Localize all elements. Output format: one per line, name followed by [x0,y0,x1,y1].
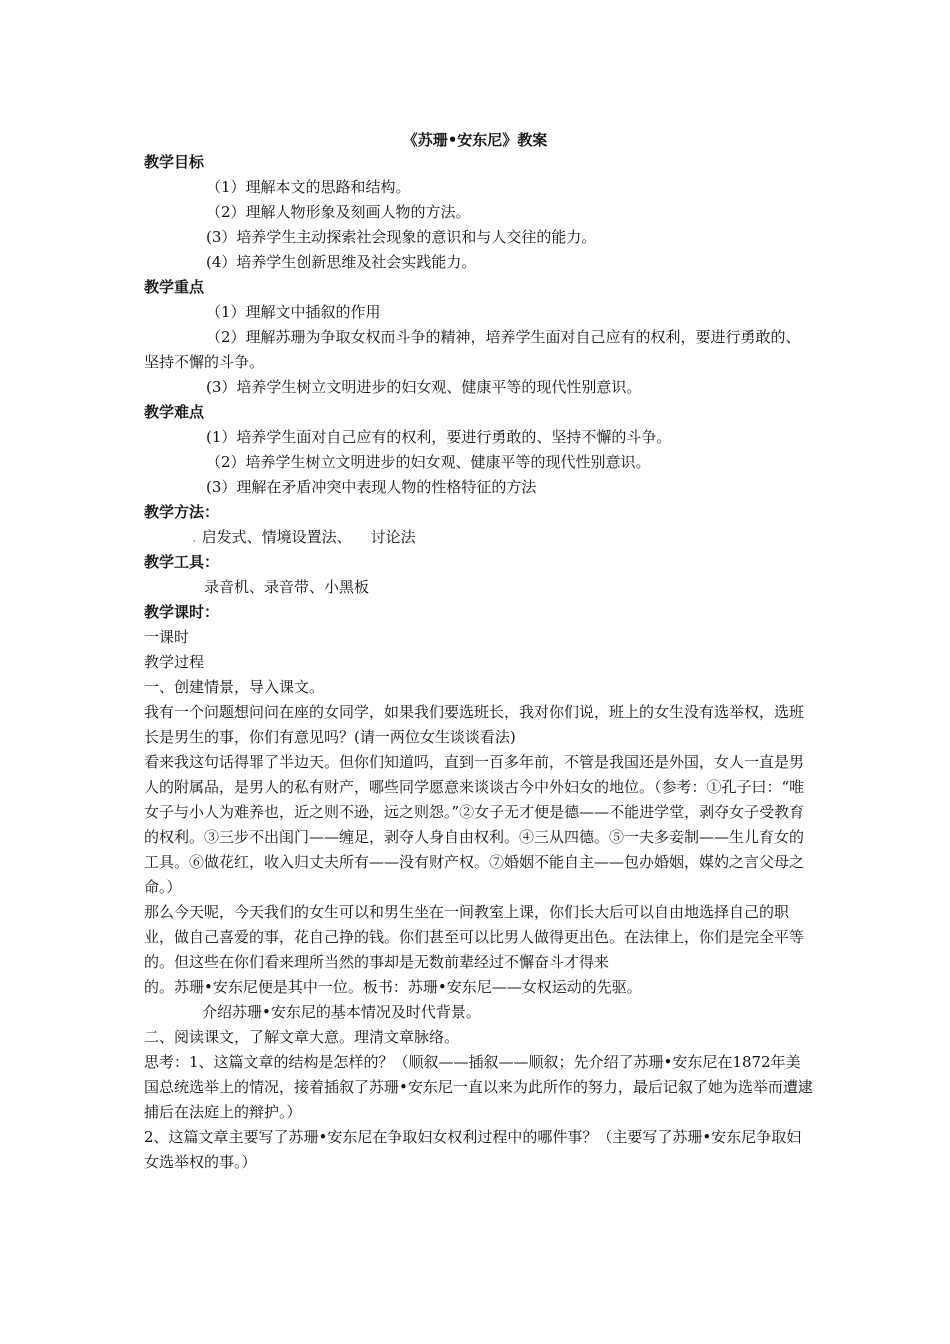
difficulty-item: (3）理解在矛盾冲突中表现人物的性格特征的方法 [206,478,537,496]
paragraph-indented: 介绍苏珊•安东尼的基本情况及时代背景。 [202,1003,481,1021]
question-2: 2、这篇文章主要写了苏珊•安东尼在争取妇女权利过程中的哪件事？（主要写了苏珊•安东尼争取妇女选举权的事。） [144,1128,802,1171]
paragraph: 那么今天呢，今天我们的女生可以和男生坐在一间教室上课，你们长大后可以自由地选择自己的职业，做自己喜爱的事，花自己挣的钱。你们甚至可以比男人做得更出色。在法律上，你们是完全平等的。但这些在你们看来理所当然的事却是无数前辈经过不懈奋斗才得来 [144,903,805,971]
methods-value: 启发式、情境设置法、 讨论法 [201,528,416,546]
hours-text: 一课时 [144,628,190,646]
paragraph: 的。苏珊•安东尼便是其中一位。板书：苏珊•安东尼——女权运动的先驱。 [144,978,642,996]
document-title: 《苏珊•安东尼》教案 [402,131,548,149]
bullet-dot-icon: . [192,528,197,546]
heading-hours: 教学课时： [144,603,220,621]
goal-item: （2）理解人物形象及刻画人物的方法。 [206,203,471,221]
difficulty-item: (1）培养学生面对自己应有的权利，要进行勇敢的、坚持不懈的斗争。 [206,428,672,446]
heading-difficulties: 教学难点 [144,403,205,421]
heading-teaching-goals: 教学目标 [144,153,205,171]
process-step-2: 二、阅读课文，了解文章大意。理清文章脉络。 [144,1028,460,1046]
document-body [144,150,814,1175]
process-step-1: 一、创建情景，导入课文。 [144,678,325,696]
paragraph: 看来我这句话得罪了半边天。但你们知道吗，直到一百多年前，不管是我国还是外国，女人一直是男人的附属品，是男人的私有财产，哪些同学愿意来谈谈古今中外妇女的地位。（参考：①孔子曰：“唯女子与小人为难养也，近之则不逊，远之则怨。”②女子无才便是德——不能进学堂，剥夺女子受教育的权利。③三步不出闺门——缠足，剥夺人身自由权利。④三从四德。⑤一夫多妾制——生儿育女的工具。⑥做花红，收入归丈夫所有——没有财产权。⑦婚姻不能自主——包办婚姻，媒妁之言父母之命。） [144,753,805,896]
difficulty-item: （2）培养学生树立文明进步的妇女观、健康平等的现代性别意识。 [206,453,651,471]
tools-text: 录音机、录音带、小黑板 [204,578,370,596]
key-point-item: （2）理解苏珊为争取女权而斗争的精神，培养学生面对自己应有的权利，要进行勇敢的、坚持不懈的斗争。 [144,328,801,371]
heading-process: 教学过程 [144,653,205,671]
goal-item: （1）理解本文的思路和结构。 [206,178,411,196]
question-1: 思考：1、这篇文章的结构是怎样的？（顺叙——插叙——顺叙；先介绍了苏珊•安东尼在1872年美国总统选举上的情况，接着插叙了苏珊•安东尼一直以来为此所作的努力，最后记叙了她为选举而遭逮捕后在法庭上的辩护。） [144,1053,813,1121]
heading-tools: 教学工具： [144,553,220,571]
key-point-item: （1）理解文中插叙的作用 [206,303,381,321]
heading-methods: 教学方法： [144,503,220,521]
paragraph: 我有一个问题想问问在座的女同学，如果我们要选班长，我对你们说，班上的女生没有选举权，选班长是男生的事，你们有意见吗？(请一两位女生谈谈看法) [144,703,805,746]
goal-item: (4）培养学生创新思维及社会实践能力。 [206,253,477,271]
heading-key-points: 教学重点 [144,278,205,296]
methods-text [144,525,814,550]
goal-item: (3）培养学生主动探索社会现象的意识和与人交往的能力。 [206,228,597,246]
key-point-item: (3）培养学生树立文明进步的妇女观、健康平等的现代性别意识。 [206,378,642,396]
